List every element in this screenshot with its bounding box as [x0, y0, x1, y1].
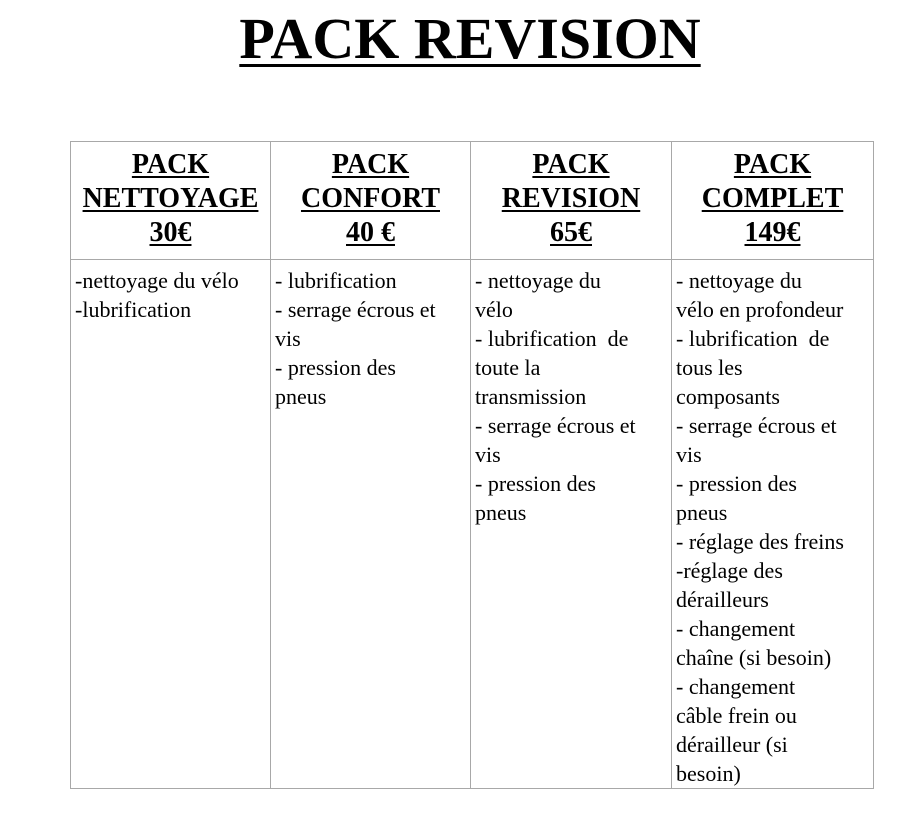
pack-feature-line: - nettoyage du	[475, 268, 601, 293]
pack-name-top: PACK	[331, 149, 410, 180]
pack-feature-line: -lubrification	[75, 297, 192, 322]
pack-feature-line: besoin)	[676, 761, 741, 786]
pack-content-revision	[471, 260, 672, 789]
pack-name-bottom: REVISION	[501, 183, 641, 214]
pack-header-confort	[271, 142, 471, 260]
pack-feature-line: - lubrification de	[676, 326, 830, 351]
pack-feature-line: vis	[275, 326, 301, 351]
pack-name-top: PACK	[733, 149, 812, 180]
pack-feature-line: pneus	[475, 500, 527, 525]
pack-header-complet	[672, 142, 874, 260]
pack-feature-line: - serrage écrous et	[475, 413, 636, 438]
pack-name-top: PACK	[131, 149, 210, 180]
pack-feature-line: - pression des	[275, 355, 396, 380]
pack-feature-line: vélo en profondeur	[676, 297, 844, 322]
pack-content-complet	[672, 260, 874, 789]
pack-feature-line: - pression des	[676, 471, 797, 496]
pack-feature-line: - pression des	[475, 471, 596, 496]
pack-feature-line: vélo	[475, 297, 513, 322]
pack-content-row	[71, 260, 874, 789]
pack-header-revision	[471, 142, 672, 260]
pack-feature-line: dérailleur (si	[676, 732, 788, 757]
pack-feature-line: -nettoyage du vélo	[75, 268, 239, 293]
pack-price: 30€	[149, 217, 192, 248]
page-title: PACK REVISION	[239, 6, 701, 71]
pack-header-nettoyage	[71, 142, 271, 260]
pack-price: 65€	[550, 217, 592, 248]
pack-feature-line: transmission	[475, 384, 587, 409]
pack-feature-line: - lubrification de	[475, 326, 629, 351]
pack-feature-line: - réglage des freins	[676, 529, 844, 554]
pack-feature-line: toute la	[475, 355, 541, 380]
pack-feature-line: -réglage des	[676, 558, 783, 583]
pack-content-nettoyage	[71, 260, 271, 789]
pack-name-bottom: NETTOYAGE	[82, 183, 259, 214]
pack-header-row	[71, 142, 874, 260]
pack-feature-line: - changement	[676, 674, 796, 699]
pack-name-top: PACK	[532, 149, 610, 180]
pack-feature-line: - serrage écrous et	[275, 297, 436, 322]
pack-feature-line: pneus	[676, 500, 728, 525]
pack-feature-line: vis	[676, 442, 702, 467]
pack-feature-line: chaîne (si besoin)	[676, 645, 832, 670]
pack-feature-line: - nettoyage du	[676, 268, 802, 293]
pack-feature-line: tous les	[676, 355, 743, 380]
pack-name-bottom: CONFORT	[300, 183, 440, 214]
pack-table	[70, 141, 874, 789]
pack-feature-line: - lubrification	[275, 268, 397, 293]
pack-feature-line: câble frein ou	[676, 703, 797, 728]
pack-content-confort	[271, 260, 471, 789]
pack-feature-line: pneus	[275, 384, 327, 409]
pack-feature-line: vis	[475, 442, 501, 467]
pack-feature-line: - changement	[676, 616, 796, 641]
pack-feature-line: - serrage écrous et	[676, 413, 837, 438]
pack-price: 40 €	[346, 217, 395, 248]
pack-price: 149€	[744, 217, 801, 248]
pack-feature-line: dérailleurs	[676, 587, 769, 612]
pack-name-bottom: COMPLET	[701, 183, 844, 214]
pack-feature-line: composants	[676, 384, 780, 409]
